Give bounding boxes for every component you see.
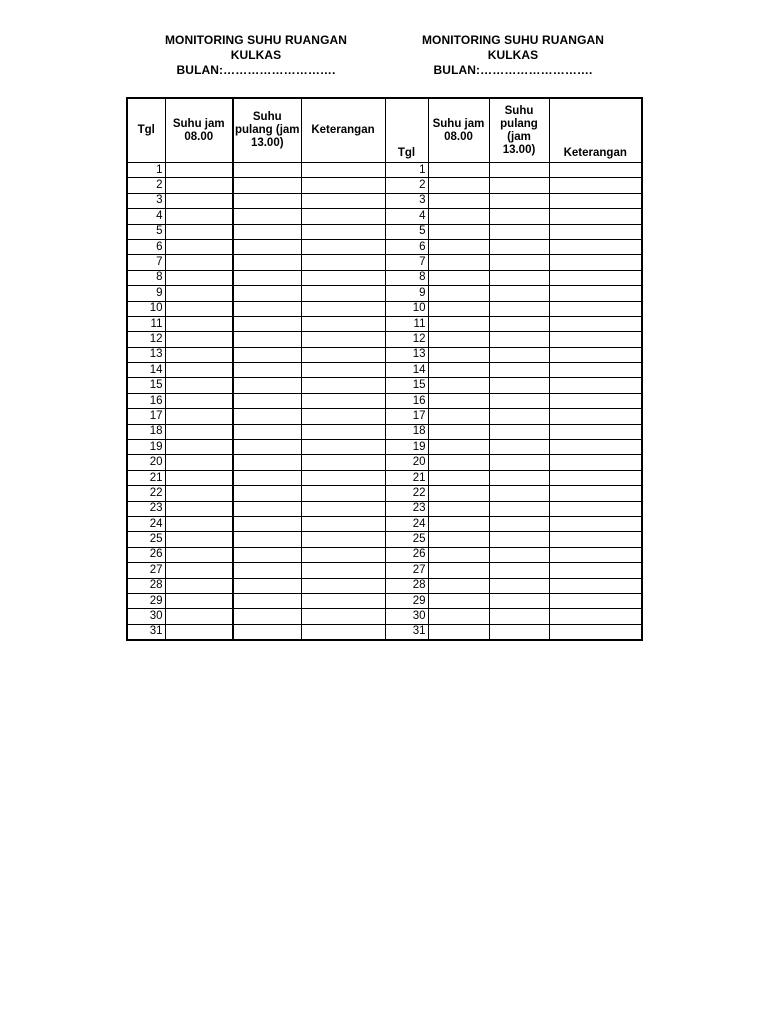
table-row: [127, 455, 642, 470]
keterangan-cell-left[interactable]: [301, 316, 385, 331]
suhu-pulang-cell-right[interactable]: [489, 486, 549, 501]
day-number-left: 10: [127, 301, 165, 316]
day-number-right: 8: [385, 270, 428, 285]
day-number-left: 23: [127, 501, 165, 516]
day-number-right: 11: [385, 316, 428, 331]
table-row: [127, 224, 642, 239]
header-suhu-pulang-left: Suhu pulang (jam 13.00): [233, 98, 301, 163]
suhu-pagi-cell-right[interactable]: [428, 301, 489, 316]
suhu-pagi-cell-left[interactable]: [165, 501, 233, 516]
suhu-pagi-cell-right[interactable]: [428, 255, 489, 270]
table-row: [127, 578, 642, 593]
table-row: [127, 193, 642, 208]
table-row: [127, 239, 642, 254]
suhu-pulang-cell-right[interactable]: [489, 286, 549, 301]
day-number-left: 1: [127, 163, 165, 178]
suhu-pulang-cell-left[interactable]: [233, 363, 301, 378]
day-number-right: 26: [385, 547, 428, 562]
keterangan-cell-right[interactable]: [549, 532, 642, 547]
day-number-left: 13: [127, 347, 165, 362]
suhu-pagi-cell-left[interactable]: [165, 270, 233, 285]
suhu-pagi-cell-right[interactable]: [428, 578, 489, 593]
keterangan-cell-right[interactable]: [549, 163, 642, 178]
keterangan-cell-left[interactable]: [301, 609, 385, 624]
table-row: [127, 163, 642, 178]
suhu-pulang-cell-left[interactable]: [233, 178, 301, 193]
day-number-right: 20: [385, 455, 428, 470]
header-tgl-left: Tgl: [127, 98, 165, 163]
keterangan-cell-left[interactable]: [301, 224, 385, 239]
day-number-left: 9: [127, 286, 165, 301]
keterangan-cell-left[interactable]: [301, 301, 385, 316]
day-number-left: 2: [127, 178, 165, 193]
suhu-pulang-cell-right[interactable]: [489, 440, 549, 455]
suhu-pagi-cell-right[interactable]: [428, 624, 489, 640]
header-suhu-pulang-right: Suhu pulang (jam 13.00): [489, 98, 549, 163]
suhu-pulang-cell-right[interactable]: [489, 501, 549, 516]
suhu-pulang-cell-left[interactable]: [233, 501, 301, 516]
day-number-left: 22: [127, 486, 165, 501]
keterangan-cell-right[interactable]: [549, 347, 642, 362]
keterangan-cell-right[interactable]: [549, 286, 642, 301]
suhu-pulang-cell-left[interactable]: [233, 301, 301, 316]
suhu-pulang-cell-right[interactable]: [489, 593, 549, 608]
table-row: [127, 270, 642, 285]
suhu-pulang-cell-left[interactable]: [233, 609, 301, 624]
table-row: [127, 532, 642, 547]
keterangan-cell-right[interactable]: [549, 455, 642, 470]
suhu-pulang-cell-right[interactable]: [489, 455, 549, 470]
suhu-pagi-cell-left[interactable]: [165, 547, 233, 562]
keterangan-cell-right[interactable]: [549, 563, 642, 578]
form-heading-left: [141, 33, 371, 78]
suhu-pagi-cell-right[interactable]: [428, 409, 489, 424]
header-suhu-pagi-left: Suhu jam 08.00: [165, 98, 233, 163]
keterangan-cell-left[interactable]: [301, 378, 385, 393]
table-row: [127, 516, 642, 531]
suhu-pagi-cell-right[interactable]: [428, 363, 489, 378]
day-number-right: 30: [385, 609, 428, 624]
keterangan-cell-right[interactable]: [549, 209, 642, 224]
suhu-pulang-cell-left[interactable]: [233, 270, 301, 285]
suhu-pagi-cell-left[interactable]: [165, 193, 233, 208]
suhu-pulang-cell-right[interactable]: [489, 624, 549, 640]
suhu-pagi-cell-right[interactable]: [428, 286, 489, 301]
suhu-pulang-cell-left[interactable]: [233, 286, 301, 301]
day-number-right: 2: [385, 178, 428, 193]
suhu-pulang-cell-left[interactable]: [233, 209, 301, 224]
day-number-left: 6: [127, 239, 165, 254]
suhu-pagi-cell-left[interactable]: [165, 363, 233, 378]
day-number-right: 10: [385, 301, 428, 316]
day-number-right: 25: [385, 532, 428, 547]
suhu-pulang-cell-left[interactable]: [233, 316, 301, 331]
day-number-left: 29: [127, 593, 165, 608]
table-row: [127, 440, 642, 455]
suhu-pulang-cell-right[interactable]: [489, 532, 549, 547]
suhu-pulang-cell-right[interactable]: [489, 609, 549, 624]
keterangan-cell-right[interactable]: [549, 316, 642, 331]
suhu-pagi-cell-left[interactable]: [165, 409, 233, 424]
suhu-pagi-cell-right[interactable]: [428, 270, 489, 285]
suhu-pulang-cell-left[interactable]: [233, 193, 301, 208]
suhu-pagi-cell-right[interactable]: [428, 378, 489, 393]
suhu-pagi-cell-left[interactable]: [165, 163, 233, 178]
keterangan-cell-right[interactable]: [549, 470, 642, 485]
day-number-right: 15: [385, 378, 428, 393]
table-row: [127, 378, 642, 393]
table-row: [127, 286, 642, 301]
suhu-pagi-cell-right[interactable]: [428, 347, 489, 362]
keterangan-cell-right[interactable]: [549, 270, 642, 285]
keterangan-cell-right[interactable]: [549, 516, 642, 531]
suhu-pagi-cell-left[interactable]: [165, 563, 233, 578]
day-number-right: 7: [385, 255, 428, 270]
keterangan-cell-right[interactable]: [549, 178, 642, 193]
suhu-pagi-cell-right[interactable]: [428, 501, 489, 516]
suhu-pagi-cell-right[interactable]: [428, 316, 489, 331]
suhu-pulang-cell-right[interactable]: [489, 332, 549, 347]
suhu-pulang-cell-left[interactable]: [233, 378, 301, 393]
day-number-right: 16: [385, 393, 428, 408]
day-number-left: 8: [127, 270, 165, 285]
form-subtitle-left: KULKAS: [230, 48, 282, 62]
keterangan-cell-right[interactable]: [549, 578, 642, 593]
keterangan-cell-right[interactable]: [549, 486, 642, 501]
keterangan-cell-left[interactable]: [301, 593, 385, 608]
keterangan-cell-left[interactable]: [301, 440, 385, 455]
header-keterangan-right: Keterangan: [549, 98, 642, 163]
day-number-right: 21: [385, 470, 428, 485]
keterangan-cell-left[interactable]: [301, 393, 385, 408]
day-number-left: 16: [127, 393, 165, 408]
keterangan-cell-left[interactable]: [301, 363, 385, 378]
suhu-pulang-cell-right[interactable]: [489, 255, 549, 270]
suhu-pagi-cell-right[interactable]: [428, 209, 489, 224]
keterangan-cell-right[interactable]: [549, 332, 642, 347]
suhu-pagi-cell-right[interactable]: [428, 178, 489, 193]
table-body: [127, 163, 642, 641]
keterangan-cell-right[interactable]: [549, 609, 642, 624]
suhu-pulang-cell-left[interactable]: [233, 163, 301, 178]
keterangan-cell-left[interactable]: [301, 255, 385, 270]
suhu-pulang-cell-right[interactable]: [489, 347, 549, 362]
keterangan-cell-left[interactable]: [301, 178, 385, 193]
table-row: [127, 393, 642, 408]
table-row: [127, 593, 642, 608]
day-number-left: 7: [127, 255, 165, 270]
suhu-pagi-cell-left[interactable]: [165, 593, 233, 608]
suhu-pulang-cell-left[interactable]: [233, 563, 301, 578]
suhu-pagi-cell-right[interactable]: [428, 224, 489, 239]
suhu-pulang-cell-left[interactable]: [233, 516, 301, 531]
suhu-pulang-cell-right[interactable]: [489, 578, 549, 593]
header-keterangan-left: Keterangan: [301, 98, 385, 163]
keterangan-cell-left[interactable]: [301, 163, 385, 178]
day-number-right: 18: [385, 424, 428, 439]
form-heading-right: [398, 33, 628, 78]
keterangan-cell-left[interactable]: [301, 624, 385, 640]
suhu-pagi-cell-right[interactable]: [428, 239, 489, 254]
table-row: [127, 424, 642, 439]
keterangan-cell-right[interactable]: [549, 624, 642, 640]
day-number-left: 25: [127, 532, 165, 547]
table-row: [127, 316, 642, 331]
day-number-left: 18: [127, 424, 165, 439]
form-title-right: MONITORING SUHU RUANGAN: [421, 33, 605, 47]
suhu-pulang-cell-left[interactable]: [233, 593, 301, 608]
day-number-right: 23: [385, 501, 428, 516]
suhu-pulang-cell-left[interactable]: [233, 532, 301, 547]
table-row: [127, 209, 642, 224]
day-number-left: 30: [127, 609, 165, 624]
day-number-right: 19: [385, 440, 428, 455]
day-number-left: 17: [127, 409, 165, 424]
keterangan-cell-right[interactable]: [549, 547, 642, 562]
suhu-pulang-cell-left[interactable]: [233, 224, 301, 239]
day-number-left: 26: [127, 547, 165, 562]
suhu-pulang-cell-left[interactable]: [233, 424, 301, 439]
keterangan-cell-right[interactable]: [549, 378, 642, 393]
keterangan-cell-right[interactable]: [549, 363, 642, 378]
day-number-left: 31: [127, 624, 165, 640]
day-number-left: 11: [127, 316, 165, 331]
suhu-pulang-cell-right[interactable]: [489, 563, 549, 578]
suhu-pulang-cell-right[interactable]: [489, 424, 549, 439]
table-row: [127, 470, 642, 485]
table-row: [127, 624, 642, 640]
keterangan-cell-left[interactable]: [301, 532, 385, 547]
day-number-left: 4: [127, 209, 165, 224]
suhu-pagi-cell-left[interactable]: [165, 286, 233, 301]
suhu-pulang-cell-right[interactable]: [489, 409, 549, 424]
suhu-pulang-cell-left[interactable]: [233, 255, 301, 270]
suhu-pulang-cell-right[interactable]: [489, 316, 549, 331]
keterangan-cell-left[interactable]: [301, 470, 385, 485]
suhu-pulang-cell-left[interactable]: [233, 624, 301, 640]
suhu-pagi-cell-right[interactable]: [428, 532, 489, 547]
suhu-pagi-cell-left[interactable]: [165, 239, 233, 254]
suhu-pagi-cell-left[interactable]: [165, 255, 233, 270]
suhu-pagi-cell-left[interactable]: [165, 532, 233, 547]
suhu-pulang-cell-right[interactable]: [489, 270, 549, 285]
suhu-pulang-cell-right[interactable]: [489, 516, 549, 531]
suhu-pagi-cell-left[interactable]: [165, 224, 233, 239]
table-row: [127, 332, 642, 347]
keterangan-cell-left[interactable]: [301, 332, 385, 347]
day-number-left: 24: [127, 516, 165, 531]
keterangan-cell-right[interactable]: [549, 409, 642, 424]
day-number-right: 1: [385, 163, 428, 178]
table-row: [127, 363, 642, 378]
table-row: [127, 486, 642, 501]
suhu-pagi-cell-left[interactable]: [165, 378, 233, 393]
suhu-pagi-cell-right[interactable]: [428, 193, 489, 208]
suhu-pagi-cell-left[interactable]: [165, 516, 233, 531]
keterangan-cell-right[interactable]: [549, 255, 642, 270]
keterangan-cell-right[interactable]: [549, 440, 642, 455]
keterangan-cell-right[interactable]: [549, 393, 642, 408]
table-row: [127, 301, 642, 316]
suhu-pagi-cell-left[interactable]: [165, 609, 233, 624]
suhu-pagi-cell-left[interactable]: [165, 316, 233, 331]
suhu-pulang-cell-right[interactable]: [489, 393, 549, 408]
suhu-pagi-cell-left[interactable]: [165, 470, 233, 485]
day-number-right: 4: [385, 209, 428, 224]
keterangan-cell-right[interactable]: [549, 224, 642, 239]
keterangan-cell-left[interactable]: [301, 424, 385, 439]
suhu-pagi-cell-right[interactable]: [428, 593, 489, 608]
day-number-left: 3: [127, 193, 165, 208]
suhu-pulang-cell-right[interactable]: [489, 378, 549, 393]
suhu-pagi-cell-left[interactable]: [165, 578, 233, 593]
suhu-pagi-cell-left[interactable]: [165, 424, 233, 439]
suhu-pagi-cell-right[interactable]: [428, 393, 489, 408]
day-number-left: 15: [127, 378, 165, 393]
suhu-pulang-cell-right[interactable]: [489, 178, 549, 193]
suhu-pagi-cell-left[interactable]: [165, 301, 233, 316]
table-row: [127, 547, 642, 562]
day-number-right: 9: [385, 286, 428, 301]
keterangan-cell-left[interactable]: [301, 193, 385, 208]
suhu-pagi-cell-right[interactable]: [428, 424, 489, 439]
day-number-right: 28: [385, 578, 428, 593]
day-number-right: 31: [385, 624, 428, 640]
day-number-left: 21: [127, 470, 165, 485]
keterangan-cell-left[interactable]: [301, 239, 385, 254]
keterangan-cell-left[interactable]: [301, 547, 385, 562]
temperature-log-table: [126, 97, 643, 641]
suhu-pulang-cell-right[interactable]: [489, 239, 549, 254]
suhu-pagi-cell-left[interactable]: [165, 440, 233, 455]
keterangan-cell-left[interactable]: [301, 270, 385, 285]
table-row: [127, 563, 642, 578]
table-row: [127, 409, 642, 424]
keterangan-cell-left[interactable]: [301, 455, 385, 470]
day-number-left: 28: [127, 578, 165, 593]
suhu-pulang-cell-left[interactable]: [233, 393, 301, 408]
keterangan-cell-left[interactable]: [301, 209, 385, 224]
suhu-pulang-cell-right[interactable]: [489, 163, 549, 178]
day-number-right: 17: [385, 409, 428, 424]
suhu-pulang-cell-left[interactable]: [233, 578, 301, 593]
day-number-right: 13: [385, 347, 428, 362]
keterangan-cell-left[interactable]: [301, 563, 385, 578]
suhu-pagi-cell-right[interactable]: [428, 547, 489, 562]
header-suhu-pagi-right: Suhu jam 08.00: [428, 98, 489, 163]
form-title-left: MONITORING SUHU RUANGAN: [164, 33, 348, 47]
form-subtitle-right: KULKAS: [487, 48, 539, 62]
keterangan-cell-left[interactable]: [301, 578, 385, 593]
suhu-pulang-cell-left[interactable]: [233, 347, 301, 362]
month-field-left: BULAN:……………………….: [176, 63, 336, 77]
suhu-pulang-cell-right[interactable]: [489, 547, 549, 562]
suhu-pulang-cell-left[interactable]: [233, 332, 301, 347]
suhu-pagi-cell-right[interactable]: [428, 440, 489, 455]
suhu-pagi-cell-right[interactable]: [428, 516, 489, 531]
day-number-left: 20: [127, 455, 165, 470]
suhu-pulang-cell-right[interactable]: [489, 363, 549, 378]
suhu-pulang-cell-right[interactable]: [489, 209, 549, 224]
suhu-pagi-cell-right[interactable]: [428, 563, 489, 578]
keterangan-cell-left[interactable]: [301, 516, 385, 531]
keterangan-cell-left[interactable]: [301, 409, 385, 424]
suhu-pagi-cell-left[interactable]: [165, 332, 233, 347]
suhu-pagi-cell-right[interactable]: [428, 332, 489, 347]
day-number-left: 12: [127, 332, 165, 347]
month-field-right: BULAN:……………………….: [433, 63, 593, 77]
day-number-right: 6: [385, 239, 428, 254]
keterangan-cell-right[interactable]: [549, 424, 642, 439]
suhu-pulang-cell-right[interactable]: [489, 224, 549, 239]
day-number-left: 19: [127, 440, 165, 455]
table-row: [127, 255, 642, 270]
table-row: [127, 501, 642, 516]
suhu-pulang-cell-right[interactable]: [489, 301, 549, 316]
suhu-pagi-cell-right[interactable]: [428, 455, 489, 470]
suhu-pulang-cell-left[interactable]: [233, 547, 301, 562]
day-number-right: 3: [385, 193, 428, 208]
suhu-pagi-cell-left[interactable]: [165, 455, 233, 470]
day-number-right: 12: [385, 332, 428, 347]
suhu-pagi-cell-right[interactable]: [428, 163, 489, 178]
keterangan-cell-right[interactable]: [549, 593, 642, 608]
suhu-pagi-cell-right[interactable]: [428, 486, 489, 501]
day-number-right: 24: [385, 516, 428, 531]
suhu-pagi-cell-left[interactable]: [165, 178, 233, 193]
keterangan-cell-left[interactable]: [301, 286, 385, 301]
keterangan-cell-left[interactable]: [301, 486, 385, 501]
keterangan-cell-left[interactable]: [301, 501, 385, 516]
day-number-right: 5: [385, 224, 428, 239]
suhu-pagi-cell-left[interactable]: [165, 624, 233, 640]
table-header-row: [127, 98, 642, 163]
keterangan-cell-left[interactable]: [301, 347, 385, 362]
keterangan-cell-right[interactable]: [549, 501, 642, 516]
suhu-pulang-cell-left[interactable]: [233, 409, 301, 424]
header-tgl-right: Tgl: [385, 98, 428, 163]
day-number-left: 5: [127, 224, 165, 239]
suhu-pagi-cell-right[interactable]: [428, 609, 489, 624]
keterangan-cell-right[interactable]: [549, 301, 642, 316]
table-row: [127, 609, 642, 624]
suhu-pagi-cell-right[interactable]: [428, 470, 489, 485]
keterangan-cell-right[interactable]: [549, 239, 642, 254]
table-row: [127, 178, 642, 193]
suhu-pulang-cell-right[interactable]: [489, 470, 549, 485]
day-number-right: 22: [385, 486, 428, 501]
day-number-right: 14: [385, 363, 428, 378]
suhu-pulang-cell-right[interactable]: [489, 193, 549, 208]
day-number-right: 29: [385, 593, 428, 608]
suhu-pulang-cell-left[interactable]: [233, 486, 301, 501]
suhu-pulang-cell-left[interactable]: [233, 470, 301, 485]
day-number-left: 14: [127, 363, 165, 378]
suhu-pagi-cell-left[interactable]: [165, 209, 233, 224]
table-row: [127, 347, 642, 362]
suhu-pagi-cell-left[interactable]: [165, 393, 233, 408]
suhu-pulang-cell-left[interactable]: [233, 239, 301, 254]
suhu-pulang-cell-left[interactable]: [233, 455, 301, 470]
suhu-pagi-cell-left[interactable]: [165, 486, 233, 501]
day-number-right: 27: [385, 563, 428, 578]
suhu-pagi-cell-left[interactable]: [165, 347, 233, 362]
keterangan-cell-right[interactable]: [549, 193, 642, 208]
day-number-left: 27: [127, 563, 165, 578]
suhu-pulang-cell-left[interactable]: [233, 440, 301, 455]
